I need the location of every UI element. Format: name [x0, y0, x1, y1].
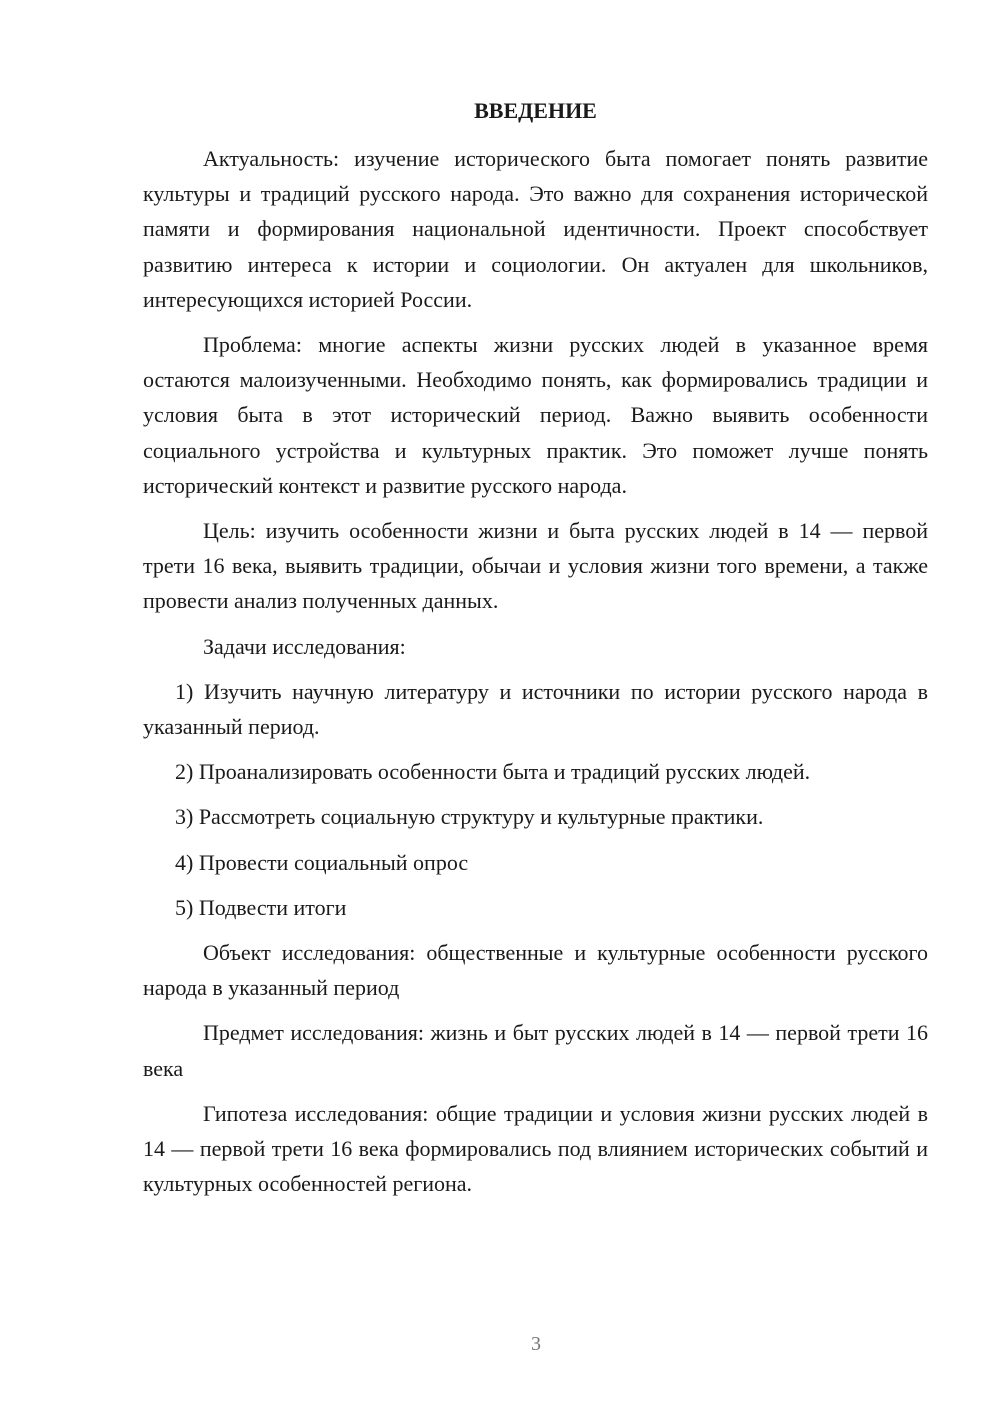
paragraph-subject: Предмет исследования: жизнь и быт русских людей в 14 — первой трети 16 века [143, 1020, 928, 1081]
page-number: 3 [531, 1333, 541, 1355]
paragraph-problem: Проблема: многие аспекты жизни русских людей в указанное время остаются малоизученными. Необходимо понять, как формировались традиции и условия быта в этот исторический период. Важно выявить особенности социального устройства и культурных практик. Это поможет лучше понять исторический контекст и развитие русского народа. [143, 332, 928, 498]
page-heading: ВВЕДЕНИЕ [474, 98, 597, 123]
page-body [143, 141, 928, 1211]
paragraph-tasks-intro: Задачи исследования: [203, 633, 406, 659]
task-item-5: 5) Подвести итоги [175, 894, 347, 920]
task-item-2: 2) Проанализировать особенности быта и традиций русских людей. [175, 759, 811, 785]
task-item-1: 1) Изучить научную литературу и источники по истории русского народа в указанный период. [143, 678, 928, 740]
paragraph-object: Объект исследования: общественные и культурные особенности русского народа в указанный период [143, 940, 928, 1001]
paragraph-relevance: Актуальность: изучение исторического быта помогает понять развитие культуры и традиций русского народа. Это важно для сохранения исторической памяти и формирования национальной идентичности. Проект способствует развитию интереса к истории и социологии. Он актуален для школьников, интересующихся историей России. [143, 146, 928, 312]
task-item-3: 3) Рассмотреть социальную структуру и культурные практики. [175, 804, 764, 830]
task-item-4: 4) Провести социальный опрос [175, 849, 469, 875]
paragraph-hypothesis: Гипотеза исследования: общие традиции и условия жизни русских людей в 14 — первой трети 16 века формировались под влиянием исторических событий и культурных особенностей региона. [143, 1100, 928, 1197]
paragraph-goal: Цель: изучить особенности жизни и быта русских людей в 14 — первой трети 16 века, выявить традиции, обычаи и условия жизни того времени, а также провести анализ полученных данных. [143, 518, 928, 614]
